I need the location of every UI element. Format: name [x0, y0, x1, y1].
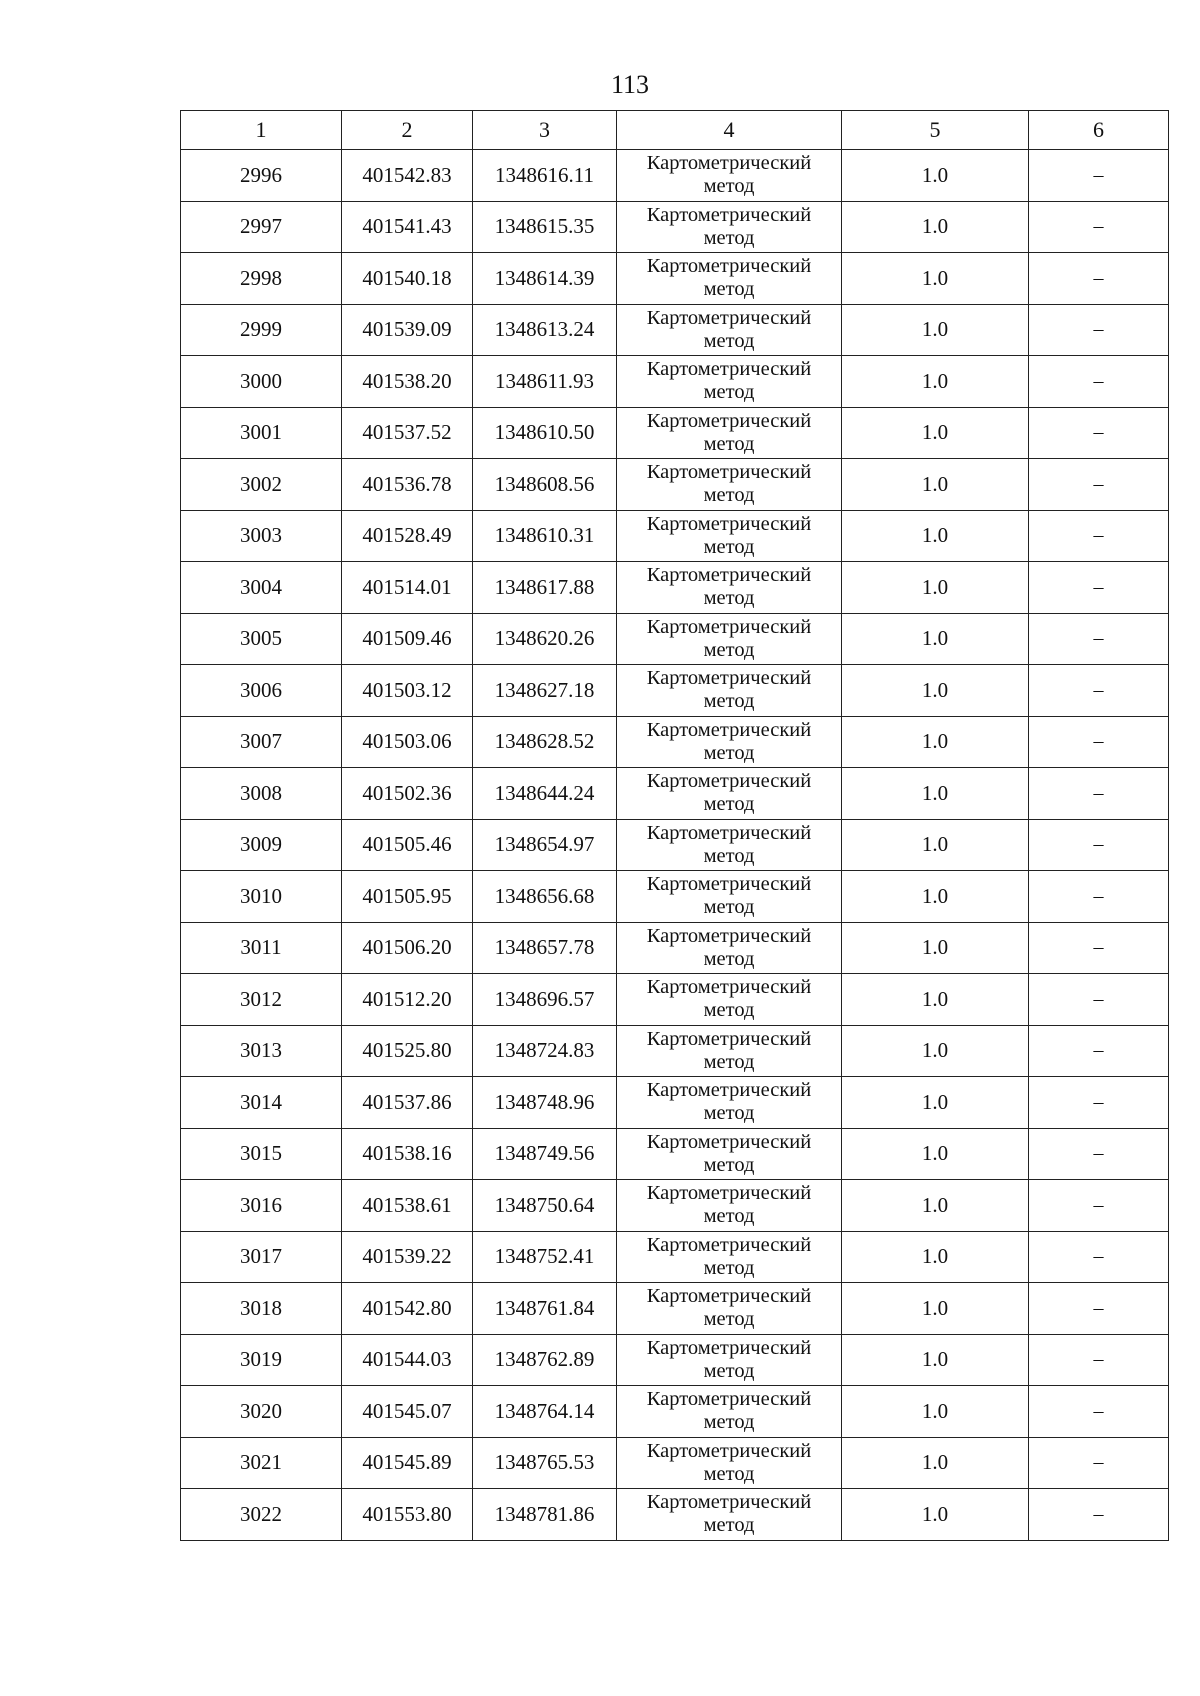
method-line-1: Картометрический: [646, 1130, 812, 1153]
note-cell: –: [1029, 562, 1169, 614]
method-cell: [617, 1077, 842, 1129]
method-line-2: метод: [703, 535, 755, 558]
method-line-2: метод: [703, 278, 755, 301]
point-number-cell: 3012: [181, 974, 342, 1026]
y-coordinate-cell: 1348608.56: [473, 459, 617, 511]
method-line-2: метод: [703, 484, 755, 507]
accuracy-cell: 1.0: [842, 1437, 1029, 1489]
method-line-1: Картометрический: [646, 1233, 812, 1256]
method-line-1: Картометрический: [646, 1079, 812, 1102]
note-cell: –: [1029, 922, 1169, 974]
method-line-2: метод: [703, 432, 755, 455]
y-coordinate-cell: 1348627.18: [473, 665, 617, 717]
method-line-2: метод: [703, 690, 755, 713]
method-line-1: Картометрический: [646, 976, 812, 999]
x-coordinate-cell: 401539.09: [342, 304, 473, 356]
method-line-1: Картометрический: [646, 1388, 812, 1411]
method-line-2: метод: [703, 381, 755, 404]
method-line-1: Картометрический: [646, 1491, 812, 1514]
y-coordinate-cell: 1348617.88: [473, 562, 617, 614]
x-coordinate-cell: 401541.43: [342, 201, 473, 253]
x-coordinate-cell: 401542.83: [342, 150, 473, 202]
point-number-cell: 3017: [181, 1231, 342, 1283]
method-line-2: метод: [703, 175, 755, 198]
x-coordinate-cell: 401505.95: [342, 871, 473, 923]
y-coordinate-cell: 1348750.64: [473, 1180, 617, 1232]
method-line-2: метод: [703, 226, 755, 249]
y-coordinate-cell: 1348657.78: [473, 922, 617, 974]
y-coordinate-cell: 1348611.93: [473, 356, 617, 408]
y-coordinate-cell: 1348749.56: [473, 1128, 617, 1180]
table-row: [181, 356, 1169, 408]
accuracy-cell: 1.0: [842, 1334, 1029, 1386]
method-line-1: Картометрический: [646, 1439, 812, 1462]
point-number-cell: 3010: [181, 871, 342, 923]
coordinates-table: [180, 110, 1169, 1541]
method-line-2: метод: [703, 1102, 755, 1125]
x-coordinate-cell: 401503.12: [342, 665, 473, 717]
method-cell: [617, 1386, 842, 1438]
note-cell: –: [1029, 1128, 1169, 1180]
method-line-2: метод: [703, 587, 755, 610]
table-row: [181, 1489, 1169, 1541]
method-line-2: метод: [703, 1514, 755, 1537]
x-coordinate-cell: 401502.36: [342, 768, 473, 820]
method-line-2: метод: [703, 741, 755, 764]
page-number: 113: [610, 70, 650, 99]
method-line-2: метод: [703, 1205, 755, 1228]
method-line-1: Картометрический: [646, 1285, 812, 1308]
method-line-2: метод: [703, 896, 755, 919]
note-cell: –: [1029, 819, 1169, 871]
header-cell-2: 2: [342, 111, 473, 150]
point-number-cell: 3007: [181, 716, 342, 768]
header-cell-4: 4: [617, 111, 842, 150]
x-coordinate-cell: 401539.22: [342, 1231, 473, 1283]
y-coordinate-cell: 1348748.96: [473, 1077, 617, 1129]
method-line-1: Картометрический: [646, 821, 812, 844]
method-cell: [617, 974, 842, 1026]
note-cell: –: [1029, 253, 1169, 305]
point-number-cell: 3014: [181, 1077, 342, 1129]
accuracy-cell: 1.0: [842, 304, 1029, 356]
point-number-cell: 3022: [181, 1489, 342, 1541]
note-cell: –: [1029, 510, 1169, 562]
point-number-cell: 3005: [181, 613, 342, 665]
method-cell: [617, 253, 842, 305]
method-line-2: метод: [703, 999, 755, 1022]
x-coordinate-cell: 401540.18: [342, 253, 473, 305]
table-row: [181, 304, 1169, 356]
point-number-cell: 3006: [181, 665, 342, 717]
method-line-2: метод: [703, 638, 755, 661]
accuracy-cell: 1.0: [842, 407, 1029, 459]
y-coordinate-cell: 1348610.31: [473, 510, 617, 562]
table-row: [181, 1437, 1169, 1489]
x-coordinate-cell: 401542.80: [342, 1283, 473, 1335]
accuracy-cell: 1.0: [842, 768, 1029, 820]
y-coordinate-cell: 1348628.52: [473, 716, 617, 768]
method-cell: [617, 613, 842, 665]
table-body: [181, 150, 1169, 1541]
point-number-cell: 3020: [181, 1386, 342, 1438]
point-number-cell: 3008: [181, 768, 342, 820]
y-coordinate-cell: 1348613.24: [473, 304, 617, 356]
note-cell: –: [1029, 1025, 1169, 1077]
header-row: [181, 111, 1169, 150]
point-number-cell: 3001: [181, 407, 342, 459]
note-cell: –: [1029, 974, 1169, 1026]
accuracy-cell: 1.0: [842, 356, 1029, 408]
note-cell: –: [1029, 459, 1169, 511]
y-coordinate-cell: 1348752.41: [473, 1231, 617, 1283]
table-row: [181, 1128, 1169, 1180]
method-cell: [617, 510, 842, 562]
method-line-1: Картометрический: [646, 1027, 812, 1050]
method-cell: [617, 716, 842, 768]
y-coordinate-cell: 1348616.11: [473, 150, 617, 202]
y-coordinate-cell: 1348644.24: [473, 768, 617, 820]
point-number-cell: 3019: [181, 1334, 342, 1386]
method-line-1: Картометрический: [646, 564, 812, 587]
point-number-cell: 2996: [181, 150, 342, 202]
method-line-1: Картометрический: [646, 409, 812, 432]
method-line-1: Картометрический: [646, 1336, 812, 1359]
table-row: [181, 201, 1169, 253]
method-line-1: Картометрический: [646, 770, 812, 793]
x-coordinate-cell: 401545.07: [342, 1386, 473, 1438]
point-number-cell: 3015: [181, 1128, 342, 1180]
y-coordinate-cell: 1348764.14: [473, 1386, 617, 1438]
accuracy-cell: 1.0: [842, 665, 1029, 717]
note-cell: –: [1029, 1334, 1169, 1386]
method-line-1: Картометрический: [646, 1182, 812, 1205]
table-row: [181, 922, 1169, 974]
note-cell: –: [1029, 1489, 1169, 1541]
method-line-2: метод: [703, 1359, 755, 1382]
method-line-1: Картометрический: [646, 615, 812, 638]
note-cell: –: [1029, 665, 1169, 717]
point-number-cell: 3011: [181, 922, 342, 974]
note-cell: –: [1029, 613, 1169, 665]
method-cell: [617, 150, 842, 202]
method-cell: [617, 768, 842, 820]
method-line-1: Картометрический: [646, 255, 812, 278]
method-line-1: Картометрический: [646, 667, 812, 690]
method-cell: [617, 1489, 842, 1541]
y-coordinate-cell: 1348656.68: [473, 871, 617, 923]
y-coordinate-cell: 1348620.26: [473, 613, 617, 665]
method-line-1: Картометрический: [646, 152, 812, 175]
y-coordinate-cell: 1348654.97: [473, 819, 617, 871]
note-cell: –: [1029, 768, 1169, 820]
accuracy-cell: 1.0: [842, 1386, 1029, 1438]
method-line-1: Картометрический: [646, 718, 812, 741]
method-line-1: Картометрический: [646, 461, 812, 484]
method-cell: [617, 356, 842, 408]
accuracy-cell: 1.0: [842, 1489, 1029, 1541]
accuracy-cell: 1.0: [842, 1231, 1029, 1283]
method-cell: [617, 665, 842, 717]
method-line-2: метод: [703, 947, 755, 970]
x-coordinate-cell: 401538.16: [342, 1128, 473, 1180]
method-cell: [617, 1231, 842, 1283]
accuracy-cell: 1.0: [842, 201, 1029, 253]
table-row: [181, 613, 1169, 665]
table-row: [181, 1231, 1169, 1283]
accuracy-cell: 1.0: [842, 510, 1029, 562]
table-row: [181, 1283, 1169, 1335]
y-coordinate-cell: 1348762.89: [473, 1334, 617, 1386]
x-coordinate-cell: 401537.52: [342, 407, 473, 459]
x-coordinate-cell: 401512.20: [342, 974, 473, 1026]
y-coordinate-cell: 1348696.57: [473, 974, 617, 1026]
coordinates-table-container: [180, 110, 1168, 1541]
y-coordinate-cell: 1348761.84: [473, 1283, 617, 1335]
x-coordinate-cell: 401536.78: [342, 459, 473, 511]
method-cell: [617, 1283, 842, 1335]
x-coordinate-cell: 401545.89: [342, 1437, 473, 1489]
x-coordinate-cell: 401506.20: [342, 922, 473, 974]
method-cell: [617, 407, 842, 459]
note-cell: –: [1029, 201, 1169, 253]
method-cell: [617, 459, 842, 511]
x-coordinate-cell: 401509.46: [342, 613, 473, 665]
method-line-1: Картометрический: [646, 924, 812, 947]
method-line-1: Картометрический: [646, 873, 812, 896]
method-cell: [617, 871, 842, 923]
point-number-cell: 3021: [181, 1437, 342, 1489]
table-row: [181, 253, 1169, 305]
point-number-cell: 2999: [181, 304, 342, 356]
method-line-2: метод: [703, 1050, 755, 1073]
accuracy-cell: 1.0: [842, 1025, 1029, 1077]
method-line-2: метод: [703, 1411, 755, 1434]
point-number-cell: 3002: [181, 459, 342, 511]
x-coordinate-cell: 401538.61: [342, 1180, 473, 1232]
method-line-1: Картометрический: [646, 203, 812, 226]
note-cell: –: [1029, 1180, 1169, 1232]
method-line-2: метод: [703, 1308, 755, 1331]
table-row: [181, 819, 1169, 871]
x-coordinate-cell: 401553.80: [342, 1489, 473, 1541]
table-row: [181, 768, 1169, 820]
method-cell: [617, 922, 842, 974]
y-coordinate-cell: 1348724.83: [473, 1025, 617, 1077]
table-row: [181, 407, 1169, 459]
note-cell: –: [1029, 304, 1169, 356]
accuracy-cell: 1.0: [842, 253, 1029, 305]
table-row: [181, 716, 1169, 768]
method-line-1: Картометрический: [646, 512, 812, 535]
method-line-2: метод: [703, 1256, 755, 1279]
point-number-cell: 3003: [181, 510, 342, 562]
y-coordinate-cell: 1348610.50: [473, 407, 617, 459]
table-row: [181, 1077, 1169, 1129]
accuracy-cell: 1.0: [842, 613, 1029, 665]
method-line-2: метод: [703, 844, 755, 867]
accuracy-cell: 1.0: [842, 1283, 1029, 1335]
header-cell-6: 6: [1029, 111, 1169, 150]
method-cell: [617, 562, 842, 614]
accuracy-cell: 1.0: [842, 716, 1029, 768]
note-cell: –: [1029, 1437, 1169, 1489]
header-cell-1: 1: [181, 111, 342, 150]
note-cell: –: [1029, 1283, 1169, 1335]
x-coordinate-cell: 401525.80: [342, 1025, 473, 1077]
method-line-1: Картометрический: [646, 306, 812, 329]
accuracy-cell: 1.0: [842, 150, 1029, 202]
method-cell: [617, 1025, 842, 1077]
table-row: [181, 510, 1169, 562]
y-coordinate-cell: 1348615.35: [473, 201, 617, 253]
table-row: [181, 562, 1169, 614]
note-cell: –: [1029, 871, 1169, 923]
accuracy-cell: 1.0: [842, 1128, 1029, 1180]
table-row: [181, 974, 1169, 1026]
method-line-2: метод: [703, 1153, 755, 1176]
table-row: [181, 150, 1169, 202]
method-cell: [617, 1180, 842, 1232]
note-cell: –: [1029, 1231, 1169, 1283]
table-row: [181, 1334, 1169, 1386]
point-number-cell: 2998: [181, 253, 342, 305]
x-coordinate-cell: 401528.49: [342, 510, 473, 562]
y-coordinate-cell: 1348781.86: [473, 1489, 617, 1541]
method-line-2: метод: [703, 329, 755, 352]
accuracy-cell: 1.0: [842, 819, 1029, 871]
method-line-2: метод: [703, 1462, 755, 1485]
note-cell: –: [1029, 150, 1169, 202]
header-cell-5: 5: [842, 111, 1029, 150]
point-number-cell: 3013: [181, 1025, 342, 1077]
note-cell: –: [1029, 1077, 1169, 1129]
table-row: [181, 1386, 1169, 1438]
accuracy-cell: 1.0: [842, 871, 1029, 923]
point-number-cell: 3009: [181, 819, 342, 871]
method-cell: [617, 819, 842, 871]
method-cell: [617, 201, 842, 253]
method-line-1: Картометрический: [646, 358, 812, 381]
x-coordinate-cell: 401503.06: [342, 716, 473, 768]
method-cell: [617, 1334, 842, 1386]
note-cell: –: [1029, 407, 1169, 459]
x-coordinate-cell: 401544.03: [342, 1334, 473, 1386]
point-number-cell: 3016: [181, 1180, 342, 1232]
accuracy-cell: 1.0: [842, 1077, 1029, 1129]
y-coordinate-cell: 1348765.53: [473, 1437, 617, 1489]
point-number-cell: 3018: [181, 1283, 342, 1335]
point-number-cell: 3004: [181, 562, 342, 614]
accuracy-cell: 1.0: [842, 922, 1029, 974]
accuracy-cell: 1.0: [842, 562, 1029, 614]
note-cell: –: [1029, 356, 1169, 408]
note-cell: –: [1029, 1386, 1169, 1438]
note-cell: –: [1029, 716, 1169, 768]
x-coordinate-cell: 401538.20: [342, 356, 473, 408]
table-row: [181, 665, 1169, 717]
accuracy-cell: 1.0: [842, 974, 1029, 1026]
table-row: [181, 459, 1169, 511]
table-row: [181, 871, 1169, 923]
x-coordinate-cell: 401505.46: [342, 819, 473, 871]
table-row: [181, 1180, 1169, 1232]
point-number-cell: 2997: [181, 201, 342, 253]
method-cell: [617, 1128, 842, 1180]
x-coordinate-cell: 401537.86: [342, 1077, 473, 1129]
table-row: [181, 1025, 1169, 1077]
y-coordinate-cell: 1348614.39: [473, 253, 617, 305]
point-number-cell: 3000: [181, 356, 342, 408]
accuracy-cell: 1.0: [842, 1180, 1029, 1232]
header-cell-3: 3: [473, 111, 617, 150]
x-coordinate-cell: 401514.01: [342, 562, 473, 614]
method-cell: [617, 1437, 842, 1489]
accuracy-cell: 1.0: [842, 459, 1029, 511]
method-cell: [617, 304, 842, 356]
method-line-2: метод: [703, 793, 755, 816]
